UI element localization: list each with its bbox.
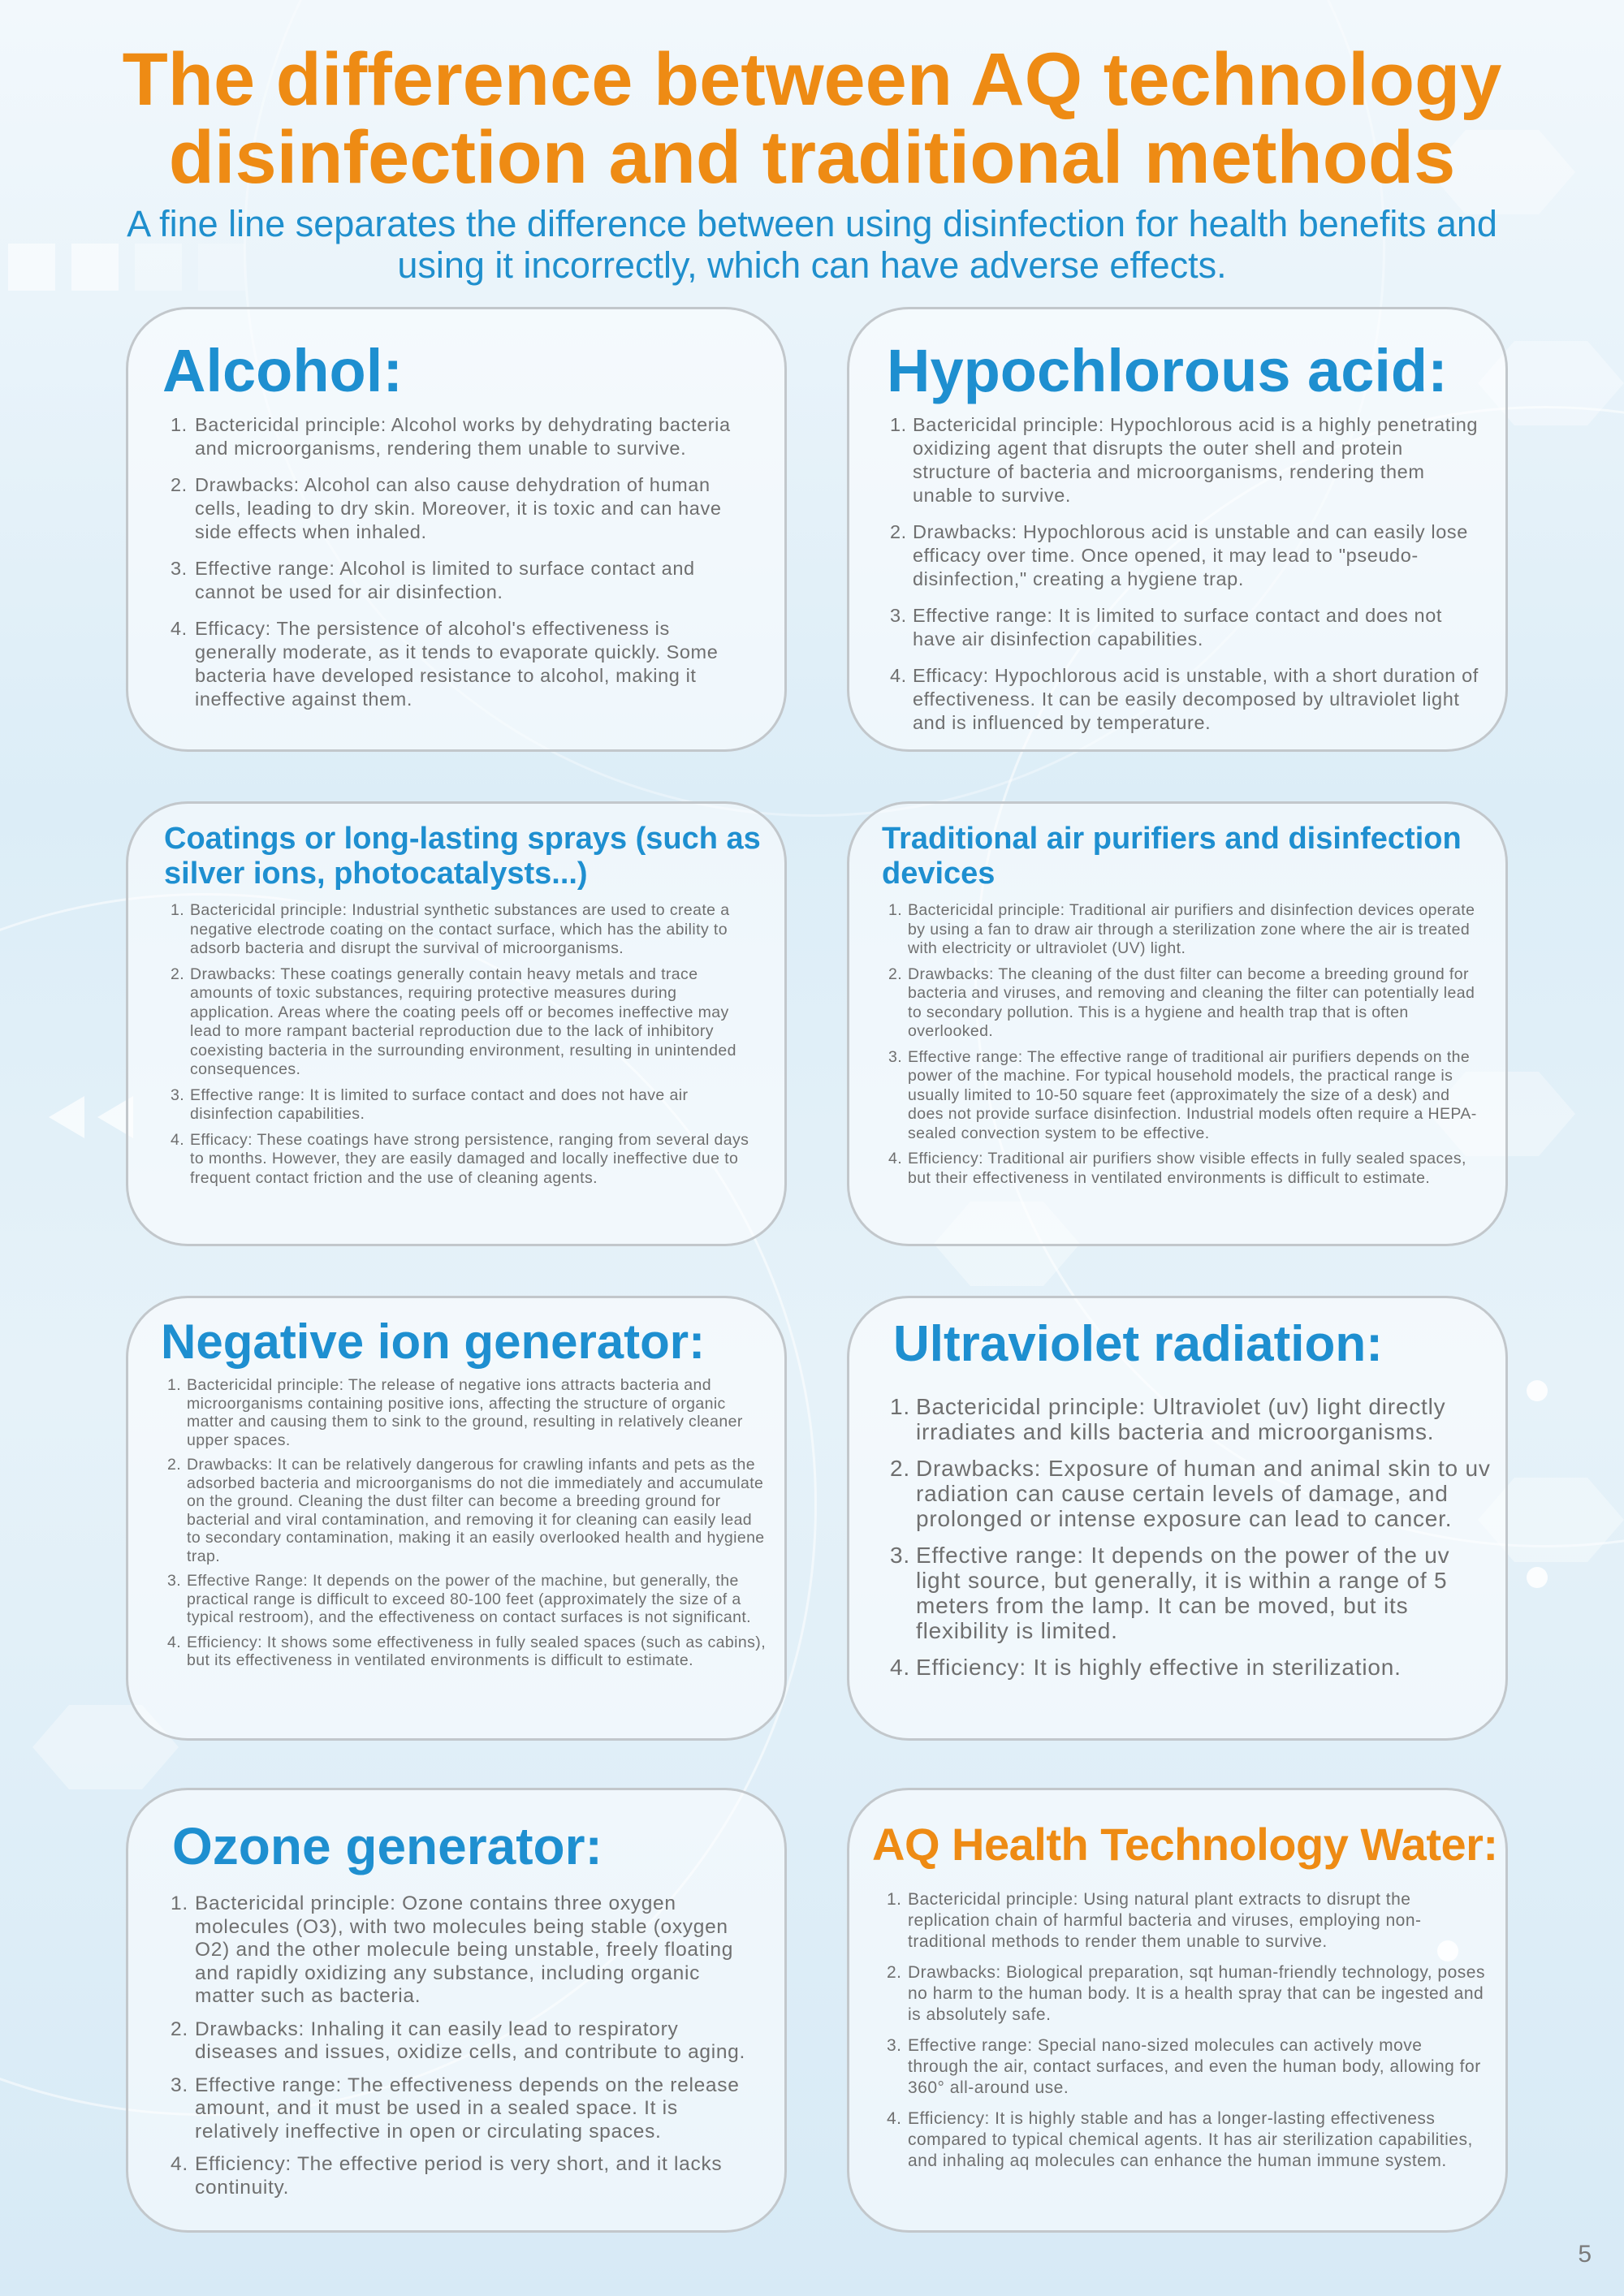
list-item: 3. Effective range: It is limited to surface contact and does not have air disinfection capabilities. xyxy=(171,1085,689,1123)
card-title: Hypochlorous acid: xyxy=(887,337,1448,404)
card-title: Traditional air purifiers and disinfection devices xyxy=(882,822,1462,891)
list-item: 3. Effective range: It depends on the power of the uv light source, but generally, it is within a range of 5 meters from the lamp. It can be moved, but its flexibility is limited. xyxy=(890,1543,1450,1643)
card-list xyxy=(890,413,1483,748)
card-list xyxy=(167,1376,768,1677)
page-number: 5 xyxy=(1578,2241,1592,2268)
list-item: 4. Efficacy: These coatings have strong persistence, ranging from several days to months. However, they are easily damaged and locally ineffective due to frequent contact friction and the use of cleaning agents. xyxy=(171,1130,749,1187)
list-item: 2. Drawbacks: Exposure of human and animal skin to uv radiation can cause certain levels of damage, and prolonged or intense exposure can lead to cancer. xyxy=(890,1456,1491,1531)
card-traditional-air-purifiers xyxy=(847,801,1508,1246)
card-ozone-generator xyxy=(126,1788,787,2233)
card-aq-health-technology-water xyxy=(847,1788,1508,2233)
list-item: 4. Efficiency: Traditional air purifiers show visible effects in fully sealed spaces, but their effectiveness in ventilated environments is difficult to estimate. xyxy=(888,1150,1466,1187)
list-item: 1. Bactericidal principle: Ozone contains three oxygen molecules (O3), with two molecules being stable (oxygen O2) and the other molecule being unstable, freely floating and rapidly oxidizing any substance, including organic matter such as bacteria. xyxy=(171,1892,734,2007)
card-list xyxy=(171,901,763,1194)
page-subtitle: A fine line separates the difference between using disinfection for health benefits and using it incorrectly, which can have adverse effects. xyxy=(127,203,1497,286)
list-item: 3. Effective range: The effectiveness depends on the release amount, and it must be used in a sealed space. It is relatively ineffective in open or circulating spaces. xyxy=(171,2074,740,2143)
list-item: 2. Drawbacks: Alcohol can also cause dehydration of human cells, leading to dry skin. Moreover, it is toxic and can have side effects when inhaled. xyxy=(171,474,722,542)
list-item: 1. Bactericidal principle: The release of negative ions attracts bacteria and microorganisms containing positive ions, affecting the structure of organic matter and causing them to sink to the ground, resulting in relatively cleaner upper spaces. xyxy=(167,1376,743,1449)
list-item: 3. Effective range: Alcohol is limited to surface contact and cannot be used for air disinfection. xyxy=(171,558,695,602)
card-title: Ozone generator: xyxy=(172,1817,603,1875)
page-title: The difference between AQ technology disinfection and traditional methods xyxy=(122,38,1502,199)
card-title: Coatings or long-lasting sprays (such as silver ions, photocatalysts...) xyxy=(164,822,761,891)
list-item: 1. Bactericidal principle: Hypochlorous acid is a highly penetrating oxidizing agent that disrupts the outer shell and protein structure of bacteria and microorganisms, rendering them unable to survive. xyxy=(890,414,1479,506)
card-list xyxy=(890,1394,1491,1691)
list-item: 3. Effective Range: It depends on the power of the machine, but generally, the practical range is difficult to exceed 80-100 feet (approximately the size of a typical restroom), and the effectiveness on contact surfaces is not significant. xyxy=(167,1572,751,1626)
card-list xyxy=(171,413,755,724)
card-hypochlorous-acid xyxy=(847,307,1508,752)
list-item: 2. Drawbacks: Biological preparation, sqt human-friendly technology, poses no harm to the human body. It is a health spray that can be ingested and is absolutely safe. xyxy=(887,1963,1485,2024)
list-item: 4. Efficiency: The effective period is very short, and it lacks continuity. xyxy=(171,2153,723,2199)
card-negative-ion-generator xyxy=(126,1296,787,1741)
card-ultraviolet-radiation xyxy=(847,1296,1508,1741)
list-item: 4. Efficiency: It is highly stable and has a longer-lasting effectiveness compared to typical chemical agents. It has air sterilization capabilities, and inhaling aq molecules can enhance the human immune system. xyxy=(887,2109,1473,2170)
list-item: 1. Bactericidal principle: Alcohol works by dehydrating bacteria and microorganisms, rendering them unable to survive. xyxy=(171,414,731,459)
list-item: 2. Drawbacks: Inhaling it can easily lead to respiratory diseases and issues, oxidize cells, and contribute to aging. xyxy=(171,2018,746,2063)
card-list xyxy=(888,901,1489,1194)
list-item: 2. Drawbacks: Hypochlorous acid is unstable and can easily lose efficacy over time. Once opened, it may lead to "pseudo-disinfection," creating a hygiene trap. xyxy=(890,521,1468,589)
list-item: 2. Drawbacks: These coatings generally contain heavy metals and trace amounts of toxic substances, requiring protective measures during application. Areas where the coating peels off or becomes ineffective may lead to more rampant bacterial reproduction due to the lack of inhibitory coexisting bacteria in the surrounding environment, resulting in unintended consequences. xyxy=(171,965,736,1078)
list-item: 4. Efficacy: Hypochlorous acid is unstable, with a short duration of effectiveness. It can be easily decomposed by ultraviolet light and is influenced by temperature. xyxy=(890,665,1479,733)
list-item: 4. Efficiency: It is highly effective in sterilization. xyxy=(890,1655,1402,1680)
list-item: 3. Effective range: Special nano-sized molecules can actively move through the air, contact surfaces, and even the human body, allowing for 360° all-around use. xyxy=(887,2036,1481,2097)
list-item: 2. Drawbacks: The cleaning of the dust filter can become a breeding ground for bacteria and viruses, and removing and cleaning the filter can potentially lead to secondary pollution. This is a hygiene and health trap that is often overlooked. xyxy=(888,965,1475,1040)
card-title: Alcohol: xyxy=(162,337,403,404)
list-item: 4. Efficacy: The persistence of alcohol's effectiveness is generally moderate, as it tends to evaporate quickly. Some bacteria have developed resistance to alcohol, making it ineffective against them. xyxy=(171,618,719,710)
list-item: 2. Drawbacks: It can be relatively dangerous for crawling infants and pets as the adsorbed bacteria and microorganisms do not die immediately and accumulate on the ground. Cleaning the dust filter can become a breeding ground for bacterial and viral contamination, and removing it for cleaning can easily lead to secondary contamination, making it an easily overlooked health and hygiene trap. xyxy=(167,1456,765,1565)
card-alcohol xyxy=(126,307,787,752)
card-title: Negative ion generator: xyxy=(161,1314,706,1369)
card-coatings xyxy=(126,801,787,1246)
list-item: 4. Efficiency: It shows some effectiveness in fully sealed spaces (such as cabins), but its effectiveness in ventilated environments is difficult to estimate. xyxy=(167,1633,767,1669)
list-item: 1. Bactericidal principle: Using natural plant extracts to disrupt the replication chain of harmful bacteria and viruses, employing non-traditional methods to render them unable to survive. xyxy=(887,1890,1422,1951)
card-title: AQ Health Technology Water: xyxy=(872,1819,1498,1870)
list-item: 1. Bactericidal principle: Traditional air purifiers and disinfection devices operate by using a fan to draw air through a sterilization zone where the air is treated with electricity or ultraviolet (UV) light. xyxy=(888,901,1475,957)
list-item: 1. Bactericidal principle: Industrial synthetic substances are used to create a negative electrode coating on the contact surface, which has the ability to adsorb bacteria and disrupt the survival of microorganisms. xyxy=(171,901,730,957)
list-item: 3. Effective range: It is limited to surface contact and does not have air disinfection capabilities. xyxy=(890,605,1443,650)
list-item: 3. Effective range: The effective range of traditional air purifiers depends on the power of the machine. For typical household models, the practical range is usually limited to 10-50 square feet (approximately the size of a desk) and does not provide surface disinfection. Industrial models often require a HEPA-sealed convection system to be effective. xyxy=(888,1047,1477,1142)
card-list xyxy=(171,1892,755,2209)
card-list xyxy=(887,1889,1488,2182)
list-item: 1. Bactericidal principle: Ultraviolet (uv) light directly irradiates and kills bacteria and microorganisms. xyxy=(890,1394,1446,1444)
card-title: Ultraviolet radiation: xyxy=(893,1316,1383,1372)
